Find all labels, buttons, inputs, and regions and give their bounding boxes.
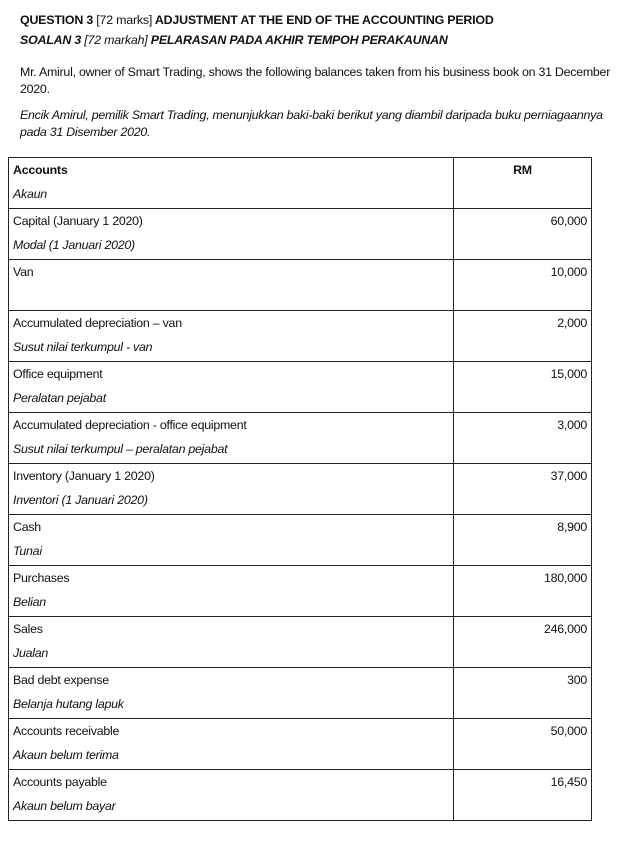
table-row bbox=[9, 260, 592, 311]
account-name-ms: Tunai bbox=[13, 544, 42, 558]
question-heading-ms: PELARASAN PADA AKHIR TEMPOH PERAKAUNAN bbox=[147, 33, 448, 47]
account-name-ms: Akaun belum bayar bbox=[13, 799, 116, 813]
question-title-ms bbox=[20, 32, 625, 54]
table-row bbox=[9, 770, 592, 821]
amount-value: 16,450 bbox=[550, 775, 587, 789]
table-row bbox=[9, 464, 592, 515]
account-name-cell bbox=[9, 719, 454, 770]
header-amount: RM bbox=[454, 158, 592, 209]
account-name-en: Accumulated depreciation - office equipment bbox=[13, 418, 247, 432]
document-page bbox=[20, 12, 625, 141]
table-row bbox=[9, 209, 592, 260]
table-row bbox=[9, 311, 592, 362]
question-heading-en: ADJUSTMENT AT THE END OF THE ACCOUNTING PERIOD bbox=[152, 13, 494, 27]
account-name-ms: Belanja hutang lapuk bbox=[13, 697, 124, 711]
table-row bbox=[9, 719, 592, 770]
amount-value: 246,000 bbox=[543, 622, 587, 636]
account-name-en: Accounts receivable bbox=[13, 724, 120, 738]
amount-value: 3,000 bbox=[557, 418, 587, 432]
amount-cell bbox=[454, 311, 592, 362]
amount-value: 50,000 bbox=[550, 724, 587, 738]
account-name-cell bbox=[9, 413, 454, 464]
amount-cell bbox=[454, 362, 592, 413]
account-name-ms: Belian bbox=[13, 595, 46, 609]
account-name-ms: Inventori (1 Januari 2020) bbox=[13, 493, 148, 507]
account-name-cell bbox=[9, 515, 454, 566]
question-title-en bbox=[20, 12, 625, 32]
amount-value: 15,000 bbox=[550, 367, 587, 381]
account-name-cell bbox=[9, 617, 454, 668]
amount-cell bbox=[454, 413, 592, 464]
account-name-en: Office equipment bbox=[13, 367, 103, 381]
account-name-en: Inventory (January 1 2020) bbox=[13, 469, 155, 483]
table-body bbox=[9, 209, 592, 821]
account-name-ms: Akaun belum terima bbox=[13, 748, 119, 762]
table-row bbox=[9, 566, 592, 617]
account-name-ms: Susut nilai terkumpul - van bbox=[13, 340, 153, 354]
amount-cell bbox=[454, 464, 592, 515]
amount-value: 180,000 bbox=[543, 571, 587, 585]
amount-cell bbox=[454, 719, 592, 770]
account-name-en: Bad debt expense bbox=[13, 673, 109, 687]
amount-value: 37,000 bbox=[550, 469, 587, 483]
account-name-cell bbox=[9, 668, 454, 719]
amount-value: 2,000 bbox=[557, 316, 587, 330]
account-name-cell bbox=[9, 209, 454, 260]
account-name-en: Sales bbox=[13, 622, 43, 636]
table-row bbox=[9, 668, 592, 719]
table-row bbox=[9, 413, 592, 464]
account-name-ms: Jualan bbox=[13, 646, 49, 660]
question-marks-ms: [72 markah] bbox=[84, 33, 148, 47]
table-row bbox=[9, 362, 592, 413]
account-name-ms: Susut nilai terkumpul – peralatan pejabat bbox=[13, 442, 228, 456]
account-name-ms: Peralatan pejabat bbox=[13, 391, 106, 405]
paragraph-en: Mr. Amirul, owner of Smart Trading, shows the following balances taken from his business book on 31 December 2020. bbox=[20, 65, 611, 96]
table-row bbox=[9, 515, 592, 566]
amount-value: 60,000 bbox=[550, 214, 587, 228]
paragraph-ms: Encik Amirul, pemilik Smart Trading, menunjukkan baki-baki berikut yang diambil daripada buku perniagaannya pada 31 Disember 2020. bbox=[20, 108, 603, 139]
question-number-en: QUESTION 3 bbox=[20, 13, 97, 27]
account-name-cell bbox=[9, 770, 454, 821]
account-name-en: Cash bbox=[13, 520, 41, 534]
table-row bbox=[9, 617, 592, 668]
amount-cell bbox=[454, 515, 592, 566]
question-marks-en: [72 marks] bbox=[96, 13, 153, 27]
account-name-cell bbox=[9, 566, 454, 617]
amount-value: 8,900 bbox=[557, 520, 587, 534]
amount-cell bbox=[454, 260, 592, 311]
account-name-ms: Modal (1 Januari 2020) bbox=[13, 238, 135, 252]
account-name-cell bbox=[9, 464, 454, 515]
table-header-row bbox=[9, 158, 592, 209]
amount-value: 300 bbox=[567, 673, 587, 687]
amount-cell bbox=[454, 770, 592, 821]
balances-table bbox=[8, 157, 592, 821]
account-name-en: Accumulated depreciation – van bbox=[13, 316, 182, 330]
account-name-cell bbox=[9, 311, 454, 362]
header-accounts: Accounts Akaun bbox=[9, 158, 454, 209]
amount-value: 10,000 bbox=[550, 265, 587, 279]
amount-cell bbox=[454, 668, 592, 719]
account-name-en: Purchases bbox=[13, 571, 70, 585]
question-number-ms: SOALAN 3 bbox=[20, 33, 85, 47]
account-name-en: Capital (January 1 2020) bbox=[13, 214, 143, 228]
amount-cell bbox=[454, 209, 592, 260]
amount-cell bbox=[454, 566, 592, 617]
account-name-cell bbox=[9, 362, 454, 413]
account-name-en: Van bbox=[13, 265, 34, 279]
account-name-en: Accounts payable bbox=[13, 775, 107, 789]
account-name-cell bbox=[9, 260, 454, 311]
amount-cell bbox=[454, 617, 592, 668]
